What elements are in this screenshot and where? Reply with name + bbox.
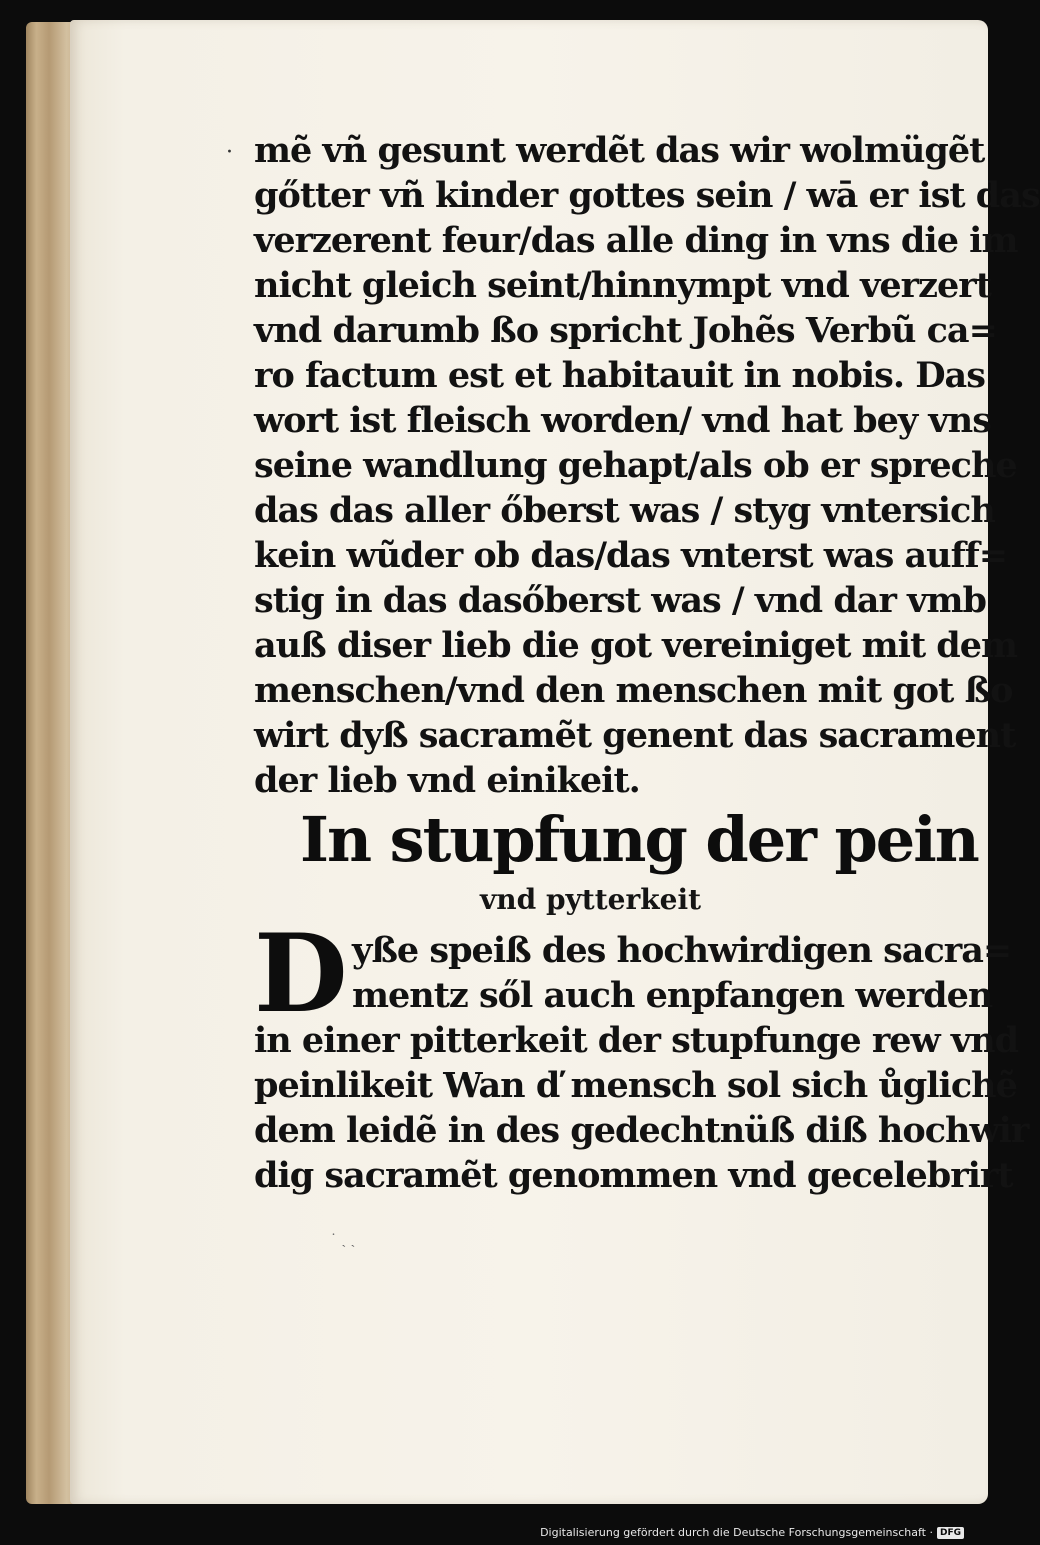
- text-line: kein wũder ob das/das vnterst was auff=: [254, 535, 1008, 576]
- text-line: dig sacramẽt genommen vnd gecelebrirt: [254, 1155, 1013, 1196]
- footer-text: Digitalisierung gefördert durch die Deutsche Forschungsgemeinschaft ·: [540, 1526, 933, 1539]
- text-line: wirt dyß sacramẽt genent das sacrament: [254, 715, 1016, 756]
- dfg-logo: DFG: [937, 1527, 964, 1539]
- text-line: auß diser lieb die got vereiniget mit dem: [254, 625, 1018, 666]
- print-specks: ˙ ˎ ˏ: [330, 1232, 356, 1248]
- text-line: dem leidẽ in des gedechtnüß diß hochwir: [254, 1110, 1029, 1151]
- text-line: mẽ vñ gesunt werdẽt das wir wolmügẽt: [254, 130, 985, 171]
- drop-cap-initial: D: [254, 911, 348, 1037]
- text-line: menschen/vnd den menschen mit got ßo: [254, 670, 1013, 711]
- footer-credit: [540, 1526, 964, 1539]
- section-heading: In stupfung der pein: [300, 803, 978, 876]
- text-line: der lieb vnd einikeit.: [254, 760, 640, 801]
- text-line: gőtter vñ kinder gottes sein / wā er ist das: [254, 175, 1040, 216]
- text-line: in einer pitterkeit der stupfunge rew vnd: [254, 1020, 1019, 1061]
- text-line: ro factum est et habitauit in nobis. Das: [254, 355, 985, 396]
- text-line: mentz sől auch enpfangen werden: [352, 975, 993, 1016]
- text-line: nicht gleich seint/hinnympt vnd verzert: [254, 265, 991, 306]
- text-line: wort ist fleisch worden/ vnd hat bey vns: [254, 400, 991, 441]
- text-line: vnd darumb ßo spricht Johẽs Verbũ ca=: [254, 310, 997, 351]
- text-line: peinlikeit Wan ď mensch sol sich ůglichẽ: [254, 1065, 1017, 1106]
- text-line: seine wandlung gehapt/als ob er spreche: [254, 445, 1017, 486]
- text-line: verzerent feur/das alle ding in vns die im: [254, 220, 1018, 261]
- section-subheading: vnd pytterkeit: [480, 883, 702, 916]
- margin-mark: ·: [226, 140, 233, 165]
- paragraph-2: [254, 911, 1029, 1198]
- text-line: yße speiß des hochwirdigen sacra=: [352, 930, 1012, 971]
- text-line: das das aller őberst was / styg vntersich: [254, 490, 995, 531]
- text-line: stig in das dasőberst was / vnd dar vmb: [254, 580, 986, 621]
- paragraph-1: [254, 128, 1040, 803]
